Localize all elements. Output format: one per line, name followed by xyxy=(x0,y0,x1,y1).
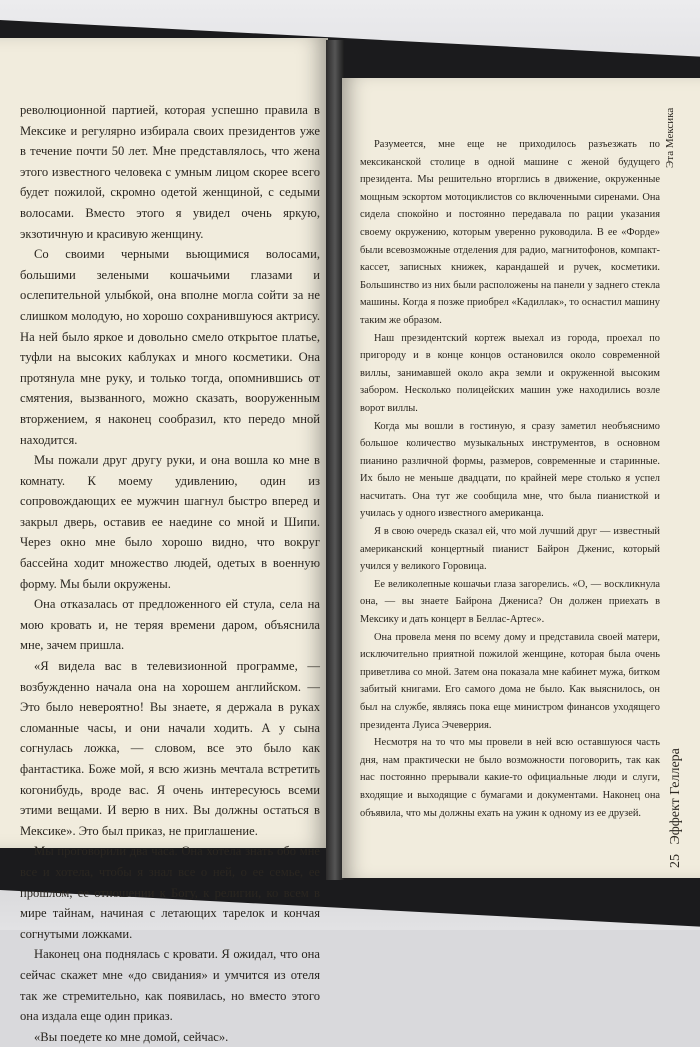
left-page xyxy=(0,38,328,1044)
right-page-text xyxy=(360,136,660,822)
paragraph: «Я видела вас в телевизионной программе, — возбужденно начала она на хорошем английском. — Это было невероятно! Вы знаете, я держала в руках сломанные часы, и они начали ходить. А у сына согнулась ложка, — словом, все это было как фантастика. Боже мой, я всю жизнь мечтала встретить когонибудь, вроде вас. Я очень интересуюсь всеми этими вещами. И верю в них. Вы должны остаться в Мексике». Это был приказ, не приглашение. xyxy=(20,659,320,838)
paragraph: Со своими черными вьющимися волосами, большими зелеными кошачьими глазами и ослепительной улыбкой, она вполне могла сойти за не слишком молодую, но хорошо сохранившуюся актрису. На ней было яркое и довольно смело открытое платье, туфли на высоких каблуках и много косметики. Она протянула мне руку, и только тогда, опомнившись от смятения, вызванного, можно сказать, вооруженным вторжением, я наконец сообразил, кто передо мной находится. xyxy=(20,247,320,447)
paragraph: Разумеется, мне еще не приходилось разъезжать по мексиканской столице в одной машине с женой будущего президента. Мы решительно вторглись в движение, окруженные мощным эскортом мотоциклистов со включенными сиренами. Она сидела спокойно и постоянно передавала по рации указания своему окружению, которым уверенно руководила. В ее «Форде» были всевозможные отделения для радио, магнитофонов, компакт-кассет, записных книжек, карандашей и ручек, косметики. Большинство из них были расположены на панели у заднего стекла машины. Когда я позже приобрел «Кадиллак», то оснастил машину таким же образом. xyxy=(360,139,660,326)
running-head xyxy=(668,718,690,868)
paragraph: Мы пожали друг другу руки, и она вошла ко мне в комнату. К моему удивлению, один из сопровождающих ее мужчин шагнул быстро вперед и закрыл дверь, оставив ее наедине со мной и Шипи. Через окно мне было хорошо видно, что вокруг бассейна ходит множество людей, одетых в военную форму. Мы были окружены. xyxy=(20,453,320,591)
paragraph: Когда мы вошли в гостиную, я сразу заметил необъяснимо большое количество музыкальных инструментов, в основном пианино различной формы, размеров, современные и старинные. Их было не меньше двадцати, по крайней мере столько я успел насчитать. Она тут же сообщила мне, что была пианисткой и училась у одного известного американца. xyxy=(360,420,660,520)
paragraph: революционной партией, которая успешно правила в Мексике и регулярно избирала своих президентов уже в течение почти 50 лет. Мне представлялось, что жена этого известного человека с умным лицом скорее всего будет пожилой, скромно одетой женщиной, с седыми волосами. Вместо этого я увидел очень яркую, экзотичную и красивую женщину. xyxy=(20,103,320,241)
paragraph: Наш президентский кортеж выехал из города, проехал по пригороду и в конце концов остановился около современной виллы, занимавшей около акра земли и окруженной высоким забором. Несколько полицейских машин уже находились возле ворот виллы. xyxy=(360,332,660,414)
paragraph: Она провела меня по всему дому и представила своей матери, исключительно приятной пожилой женщине, которая была очень приветлива со мной. Затем она показала мне кабинет мужа, битком забитый книгами. Его самого дома не было. Как выяснилось, он был на службе, являясь пока еще министром финансов уходящего президента Луиса Эчеверрия. xyxy=(360,631,660,731)
paragraph: Мы проговорили два часа. Она хотела знать обо мне все и хотела, чтобы я знал все о ней, о ее семье, ее прошлом, ее отношении к Богу, к религии, ко всем в мире тайнам, начиная с летающих тарелок и кончая согнутыми ложками. xyxy=(20,844,320,941)
right-page xyxy=(342,78,700,878)
paragraph: Ее великолепные кошачьи глаза загорелись. «О, — воскликнула она, — вы знаете Байрона Джениса? Он должен приехать в Мексику и дать концерт в Беллас-Артес». xyxy=(360,578,660,626)
paragraph: «Вы поедете ко мне домой, сейчас». xyxy=(34,1029,229,1044)
paragraph: Несмотря на то что мы провели в ней всю оставшуюся часть дня, нам практически не было возможности поговорить, так как нас постоянно прерывали какие-то официальные люди и слуги, входящие и выходящие с бумагами и документами. Наконец она объявила, что мы должны ехать на ужин к одному из ее друзей. xyxy=(360,737,660,819)
book-title: Эффект Геллера xyxy=(668,748,683,845)
paragraph: Я в свою очередь сказал ей, что мой лучший друг — известный американский концертный пианист Байрон Дженис, который учился у великого Горовица. xyxy=(360,526,660,573)
chapter-title-fragment: Эта Мексика xyxy=(664,107,676,168)
paragraph: Наконец она поднялась с кровати. Я ожидал, что она сейчас скажет мне «до свидания» и умчится из отеля так же стремительно, как появилась, но вместо этого она издала еще один приказ. xyxy=(20,947,320,1024)
page-number: 25 xyxy=(668,854,683,868)
left-page-text xyxy=(20,100,320,1047)
paragraph: Она отказалась от предложенного ей стула, села на мою кровать и, не теряя времени даром, объяснила мне, зачем пришла. xyxy=(20,597,320,653)
